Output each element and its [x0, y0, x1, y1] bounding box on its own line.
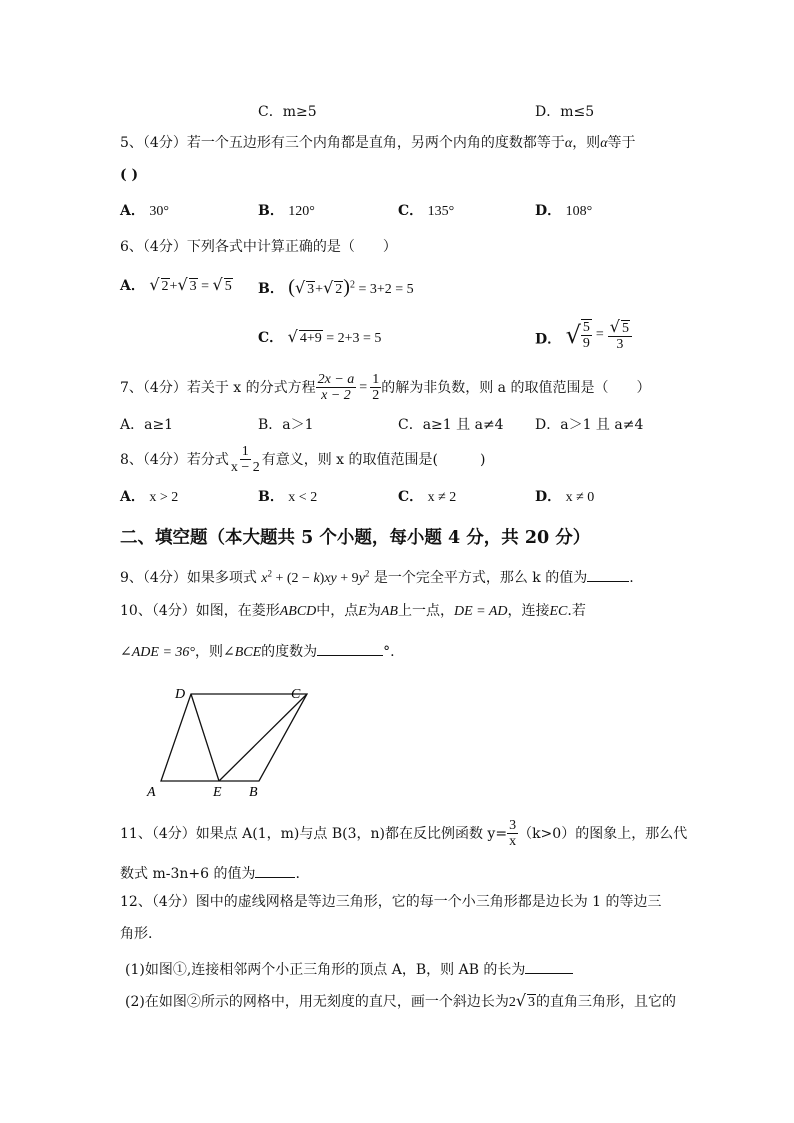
q12-sub2-radicand: 3 [528, 995, 536, 1010]
q5-c-label: C． [398, 203, 424, 219]
rhombus-figure [115, 676, 315, 801]
q5-a-label: A． [120, 203, 145, 219]
q10-stem5: ，连接 [507, 603, 550, 619]
label-d: D [175, 687, 186, 702]
q12-sub2-text2: 的直角三角形，且它的 [536, 994, 677, 1010]
q11-den: x [509, 834, 517, 850]
q5-stem-text: 5、（4分）若一个五边形有三个内角都是直角，另两个内角的度数都等于 [120, 135, 565, 151]
q9-end: . [629, 570, 634, 586]
q11-stem1: 11、（4分）如果点 A(1，m)与点 B(3，n)都在反比例函数 y= [120, 825, 508, 842]
q12-stem: 12、（4分）图中的虚线网格是等边三角形，它的每一个小三角形都是边长为 1 的等边三 [120, 894, 662, 910]
q5-a-value: 30° [149, 204, 169, 219]
label-a: A [147, 785, 156, 800]
q8-num: 1 [241, 444, 249, 459]
q6-a-formula: √ 2+√ 3 = √ 5 [149, 275, 232, 294]
q11-fraction [507, 818, 518, 850]
q8-stem2: 有意义，则 x 的取值范围是( ) [261, 451, 486, 468]
q7-option-c: C．a≥1 且 a≠4 [398, 417, 504, 433]
q11-answer-blank[interactable] [255, 863, 295, 878]
q10-stem2: 中，点 [316, 603, 359, 619]
q11-line2 [120, 863, 300, 881]
q12-sub1-blank[interactable] [525, 959, 573, 974]
q10-stem1: 10、（4分）如图，在菱形 [120, 603, 280, 619]
q7-option-b: B．a＞1 [258, 417, 314, 433]
q8-option-b [258, 490, 317, 505]
q8-stem [120, 444, 485, 476]
q8-c-value: x ≠ 2 [427, 490, 457, 505]
q8-b-value: x < 2 [288, 490, 318, 505]
q11-end: . [295, 866, 300, 882]
q6-option-b [258, 277, 414, 297]
q10-deq: DE = AD [453, 604, 508, 619]
q6-c-formula: √ 4+9 = 2+3 = 5 [287, 327, 382, 346]
q8-option-d [535, 490, 594, 505]
q5-stem3: 等于 [607, 135, 636, 151]
label-b: B [249, 785, 258, 800]
segment-ec [219, 694, 307, 781]
q10-stem7: ，则 [195, 644, 223, 660]
q5-d-value: 108° [565, 204, 593, 219]
q12-stem-cont: 角形. [120, 926, 153, 942]
q5-stem [120, 136, 636, 151]
q10-stem-line1 [120, 604, 586, 619]
q6-stem: 6、（4分）下列各式中计算正确的是（ ） [120, 239, 397, 255]
q11-stem2: （k>0）的图象上，那么代 [518, 825, 688, 842]
q6-b-label: B． [258, 281, 284, 297]
q7-stem1: 7、（4分）若关于 x 的分式方程 [120, 379, 316, 396]
q7-num2: 1 [372, 372, 380, 387]
q7-num: 2x − a [317, 372, 355, 387]
q10-stem8: 的度数为 [261, 644, 318, 660]
q11-num: 3 [509, 818, 517, 833]
q6-a-label: A． [120, 278, 145, 294]
q8-a-label: A． [120, 489, 145, 505]
q9-answer-blank[interactable] [587, 567, 629, 582]
q12-sub2 [125, 993, 676, 1010]
q12-sub2-radical: 2√ 3 [508, 991, 536, 1010]
q9-stem1: 9、（4分）如果多项式 [120, 570, 257, 586]
q11-line2-text: 数式 m-3n+6 的值为 [120, 866, 256, 882]
q8-fraction [229, 444, 262, 476]
q11-stem [120, 818, 687, 850]
q7-option-a: A．a≥1 [120, 417, 174, 433]
q10-abcd: ABCD [279, 604, 317, 619]
q4-option-d: D．m≤5 [535, 104, 595, 120]
q10-e: E [358, 604, 367, 619]
q7-den2: 2 [372, 388, 380, 404]
q5-c-value: 135° [427, 204, 455, 219]
q10-end: °. [383, 644, 395, 660]
q8-option-a [120, 490, 178, 505]
q6-option-a [120, 277, 233, 294]
q7-eq: = [359, 379, 368, 395]
q8-den: x − 2 [230, 460, 260, 476]
q10-answer-blank[interactable] [317, 641, 383, 656]
label-e: E [213, 785, 222, 800]
q5-d-label: D． [535, 203, 562, 219]
q4-option-c: C．m≥5 [258, 104, 317, 120]
q8-d-value: x ≠ 0 [565, 490, 595, 505]
q9-stem2: 是一个完全平方式，那么 k 的值为 [373, 570, 588, 586]
q6-c-label: C． [258, 330, 284, 346]
q6-d-label: D． [535, 331, 562, 348]
q8-a-value: x > 2 [149, 490, 179, 505]
q10-stem3: 为 [366, 603, 381, 619]
q7-fraction [316, 372, 357, 404]
q10-ab: AB [380, 604, 398, 619]
q9-stem [120, 567, 634, 586]
q8-d-label: D． [535, 489, 562, 505]
q7-den: x − 2 [321, 388, 351, 404]
q5-b-value: 120° [288, 204, 315, 219]
q8-c-label: C． [398, 489, 424, 505]
q7-fraction2 [370, 372, 381, 404]
q5-option-c [398, 204, 454, 219]
q7-option-d: D．a＞1 且 a≠4 [535, 417, 644, 433]
rhombus-outline [161, 694, 307, 781]
q10-stem-line2 [120, 641, 395, 660]
q5-alpha: α [564, 136, 573, 151]
label-c: C [291, 687, 301, 702]
q5-stem2: ，则 [572, 135, 601, 151]
q12-sub2-text: (2)在如图②所示的网格中，用无刻度的直尺，画一个斜边长为 [125, 994, 509, 1010]
q12-sub2-coef: 2 [508, 995, 516, 1010]
q10-angle-bce: ∠BCE [223, 645, 262, 660]
section-2-heading: 二、填空题（本大题共 5 个小题，每小题 4 分，共 20 分） [120, 528, 591, 548]
q10-stem6: .若 [567, 603, 586, 619]
q8-stem1: 8、（4分）若分式 [120, 451, 229, 468]
q5-option-d [535, 204, 592, 219]
q9-polynomial: $x^2 + (2 - k)xy + 9y^2$ [261, 568, 370, 586]
q5-paren: ( ) [120, 167, 139, 183]
q6-b-formula: (√ 3+√ 2)$^2$ = 3+2 = 5 [288, 276, 414, 298]
q7-stem2: 的解为非负数，则 a 的取值范围是（ ） [381, 379, 651, 396]
q7-stem [120, 372, 650, 404]
q6-option-d [535, 318, 632, 353]
q5-alpha-2: α [600, 136, 608, 151]
q5-b-label: B． [258, 203, 284, 219]
q8-option-c [398, 490, 456, 505]
q10-ec: EC [549, 604, 568, 619]
q6-option-c [258, 329, 381, 346]
q8-b-label: B． [258, 489, 284, 505]
q6-d-formula: √ $\frac{5}{9}$ = $\frac{√ 5}{3}$ [566, 318, 632, 353]
segment-de [191, 694, 219, 781]
q5-option-b [258, 204, 315, 219]
q10-angle-ade: ∠ADE = 36° [120, 645, 195, 660]
q5-option-a [120, 204, 169, 219]
q12-sub1 [125, 959, 573, 977]
q10-stem4: 上一点， [397, 603, 454, 619]
q12-sub1-text: (1)如图①,连接相邻两个小正三角形的顶点 A，B，则 AB 的长为 [125, 962, 526, 978]
